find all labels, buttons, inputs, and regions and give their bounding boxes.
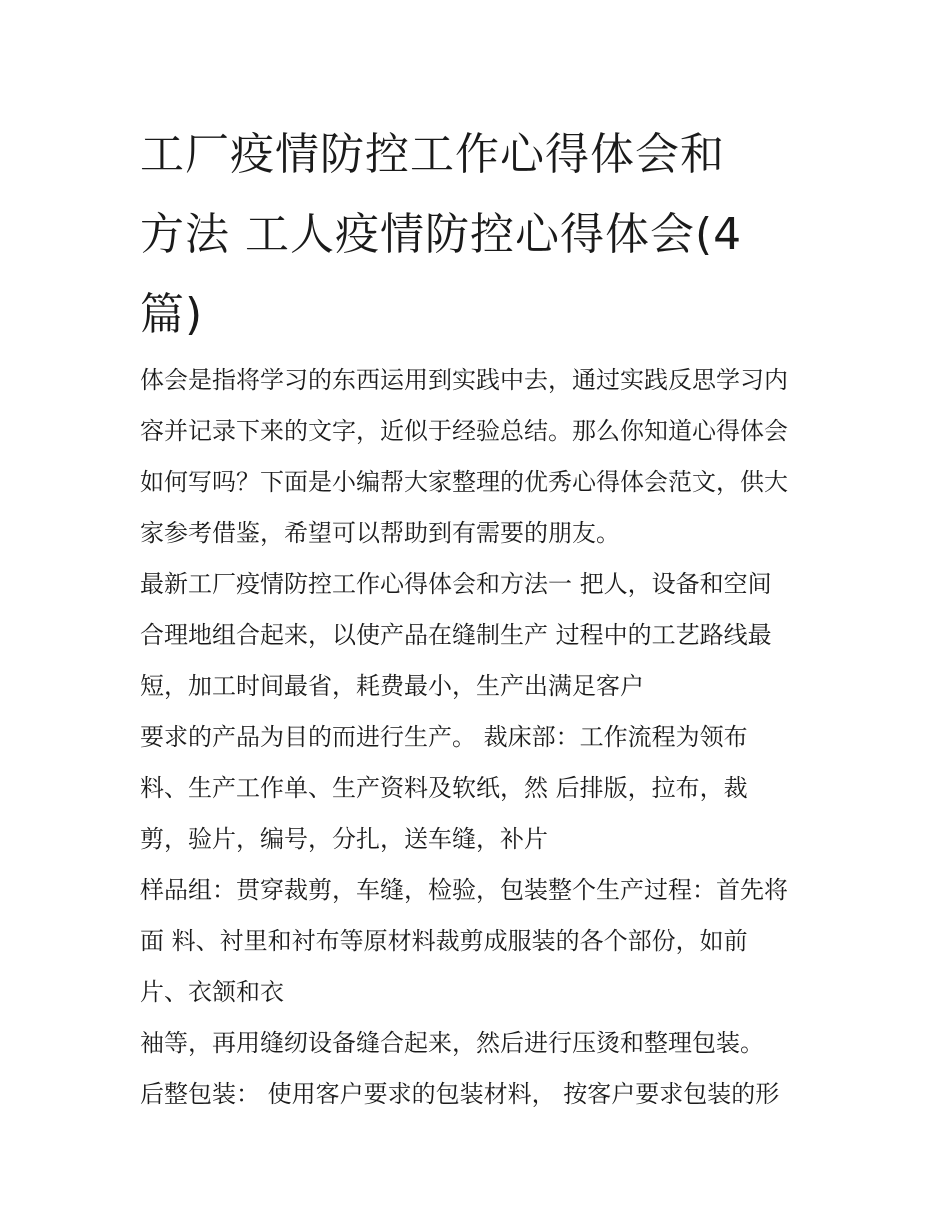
body-line: 容并记录下来的文字，近似于经验总结。那么你知道心得体会 xyxy=(140,417,788,445)
body-line: 最新工厂疫情防控工作心得体会和方法一 把人，设备和空间 xyxy=(140,570,772,598)
body-line: 面 料、衬里和衬布等原材料裁剪成服装的各个部份，如前 xyxy=(140,927,748,955)
body-line: 样品组：贯穿裁剪，车缝，检验，包装整个生产过程：首先将 xyxy=(140,876,788,904)
body-line: 如何写吗？下面是小编帮大家整理的优秀心得体会范文，供大 xyxy=(140,468,788,496)
body-line: 家参考借鉴，希望可以帮助到有需要的朋友。 xyxy=(140,519,620,547)
body-line: 后整包装： 使用客户要求的包装材料， 按客户要求包装的形 xyxy=(140,1080,780,1108)
title-line: 工厂疫情防控工作心得体会和 xyxy=(140,129,725,180)
body-line: 合理地组合起来，以使产品在缝制生产 过程中的工艺路线最 xyxy=(140,621,772,649)
body-line: 短，加工时间最省，耗费最小，生产出满足客户 xyxy=(140,672,644,700)
body-line: 剪，验片，编号，分扎，送车缝，补片 xyxy=(140,825,548,853)
title-line: 篇) xyxy=(140,289,204,340)
document-body xyxy=(140,355,830,1120)
title-line: 方法 工人疫情防控心得体会(4 xyxy=(140,209,743,260)
body-line: 要求的产品为目的而进行生产。 裁床部：工作流程为领布 xyxy=(140,723,748,751)
body-line: 体会是指将学习的东西运用到实践中去，通过实践反思学习内 xyxy=(140,366,788,394)
body-line: 料、生产工作单、生产资料及软纸，然 后排版，拉布，裁 xyxy=(140,774,748,802)
body-line: 袖等，再用缝纫设备缝合起来，然后进行压烫和整理包装。 xyxy=(140,1029,764,1057)
body-line: 片、衣颔和衣 xyxy=(140,978,284,1006)
document-title xyxy=(140,115,820,355)
